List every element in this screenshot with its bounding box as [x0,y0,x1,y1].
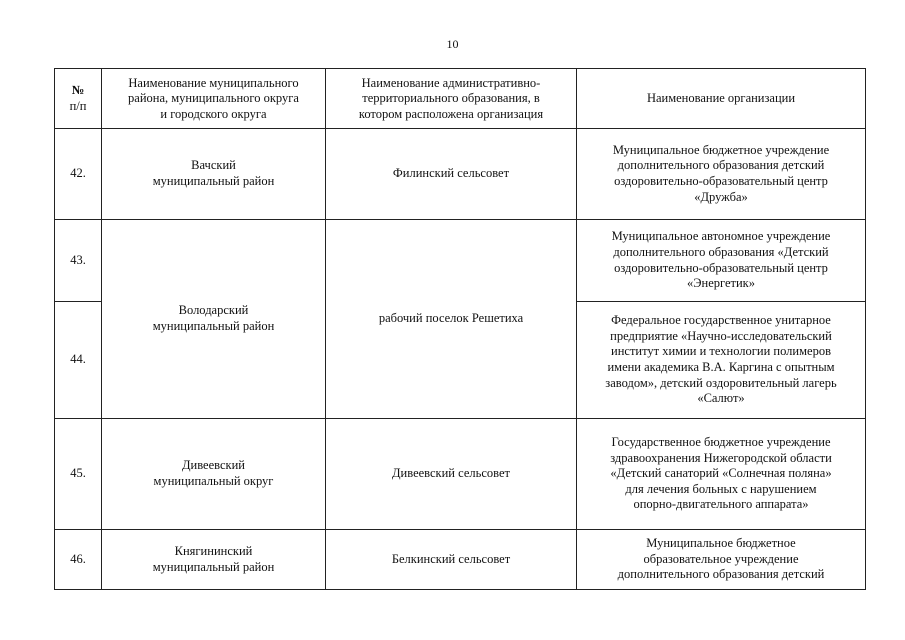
header-territory-line: территориального образования, в [362,91,540,106]
header-territory-line: Наименование административно- [361,75,541,90]
header-territory-line: котором расположена организация [358,106,544,121]
organization-line: предприятие «Научно-исследовательский [610,328,832,343]
row-number: 45. [55,419,102,530]
row-number: 46. [55,530,102,590]
district-cell [102,220,326,419]
header-organization: Наименование организации [577,69,866,129]
organization-line: институт химии и технологии полимеров [611,344,831,359]
organizations-table [54,68,866,590]
district-cell [102,419,326,530]
organization-line: «Дружба» [694,189,748,204]
header-district-line: и городского округа [160,106,267,121]
organization-line: Государственное бюджетное учреждение [611,435,831,450]
organization-line: имени академика В.А. Каргина с опытным [607,360,835,374]
organization-line: оздоровительно-образовательный центр [614,174,828,188]
table-header-row [55,69,866,129]
organization-line: дополнительного образования детский [617,158,825,173]
table-row [55,129,866,220]
territory-cell: Дивеевский сельсовет [326,419,577,530]
organization-cell [577,419,866,530]
territory-cell: рабочий поселок Решетиха [326,220,577,419]
organization-cell [577,530,866,590]
organization-cell [577,220,866,302]
row-number: 43. [55,220,102,302]
header-district [102,69,326,129]
district-line: муниципальный округ [153,474,274,488]
row-number: 44. [55,302,102,419]
header-district-line: района, муниципального округа [128,91,299,106]
organization-line: Федеральное государственное унитарное [611,313,831,328]
header-number [55,69,102,129]
district-cell [102,530,326,590]
district-line: муниципальный район [152,174,275,188]
organization-line: дополнительного образования «Детский [613,244,829,259]
organization-cell [577,129,866,220]
organization-line: здравоохранения Нижегородской области [610,450,832,465]
row-number: 42. [55,129,102,220]
organization-line: Муниципальное автономное учреждение [611,229,831,244]
organization-line: заводом», детский оздоровительный лагерь [605,375,837,390]
organization-line: «Энергетик» [687,276,755,291]
table-row [55,220,866,302]
header-territory [326,69,577,129]
organization-line: дополнительного образования детский [617,567,825,582]
header-number-symbol: № [71,83,85,98]
district-line: муниципальный район [152,559,275,574]
table-row [55,419,866,530]
organization-line: для лечения больных с нарушением [625,481,817,496]
district-line: Володарский [178,303,249,318]
organization-line: образовательное учреждение [643,551,799,566]
territory-cell: Белкинский сельсовет [326,530,577,590]
organization-line: «Салют» [697,391,745,406]
organization-line: Муниципальное бюджетное [646,536,796,551]
territory-cell: Филинский сельсовет [326,129,577,220]
district-cell [102,129,326,220]
district-line: Вачский [191,158,236,173]
page-number: 10 [446,37,459,51]
district-line: Дивеевский [182,458,245,473]
district-line: муниципальный район [152,319,275,333]
organization-cell [577,302,866,419]
organization-line: опорно-двигательного аппарата» [633,497,809,512]
district-line: Княгининский [174,543,253,558]
organization-line: «Детский санаторий «Солнечная поляна» [610,466,832,481]
organization-line: оздоровительно-образовательный центр [614,260,828,275]
organization-line: Муниципальное бюджетное учреждение [612,142,830,157]
header-district-line: Наименование муниципального [128,75,299,90]
table-row [55,530,866,590]
header-number-label: п/п [69,99,87,113]
